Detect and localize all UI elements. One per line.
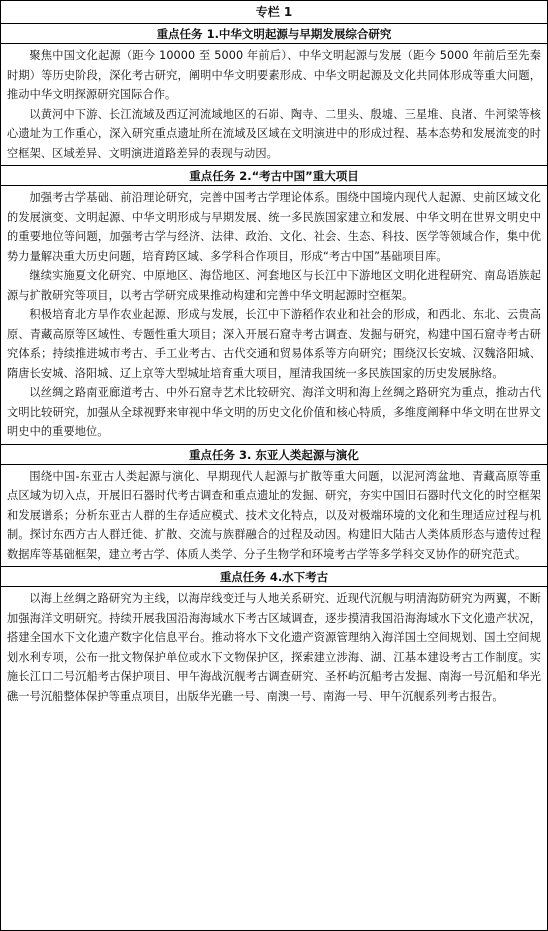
section-4-body — [1, 586, 547, 708]
section-3-heading: 重点任务 3. 东亚人类起源与演化 — [1, 444, 547, 464]
paragraph: 加强考古学基础、前沿理论研究，完善中国考古学理论体系。围绕中国境内现代人起源、史前区域文化的发展演变、文明起源、中华文明形成与早期发展、统一多民族国家建立和发展、中华文明在世界文明史中的重要地位等问题，加强考古学与经济、法律、政治、文化、社会、生态、科技、医学等领域合作，集中优势力量解决重大历史问题，培育跨区域、多学科合作项目，形成“考古中国”基础项目库。 — [7, 191, 541, 263]
section-2-body — [1, 185, 547, 444]
paragraph: 聚焦中国文化起源（距今 10000 至 5000 年前后）、中华文明起源与发展（距今 5000 年前后至先秦时期）等历史阶段，深化考古研究，阐明中华文明要素形成、中华文明起源及文化共同体形成等重大问题，推动中华文明探源研究国际合作。 — [7, 49, 541, 101]
paragraph: 积极培育北方旱作农业起源、形成与发展，长江中下游稻作农业和社会的形成，和西北、东北、云贵高原、青藏高原等区域性、专题性重大项目；深入开展石窟寺考古调查、发掘与研究，构建中国石窟寺考古研究体系；持续推进城市考古、手工业考古、古代交通和贸易体系等方向研究；围绕汉长安城、汉魏洛阳城、隋唐长安城、洛阳城、辽上京等大型城址培育重大项目，厘清我国统一多民族国家的历史发展脉络。 — [7, 308, 541, 380]
section-2-heading: 重点任务 2.“考古中国”重大项目 — [1, 165, 547, 185]
paragraph: 以丝绸之路南亚廊道考古、中外石窟寺艺术比较研究、海洋文明和海上丝绸之路研究为重点，推动古代文明比较研究，加强从全球视野来审视中华文明的历史文化价值和核心特质，多维度阐释中华文明在世界文明史中的重要地位。 — [7, 386, 541, 438]
paragraph: 以黄河中下游、长江流域及西辽河流域地区的石峁、陶寺、二里头、殷墟、三星堆、良渚、牛河梁等核心遗址为工作重心，深入研究重点遗址所在流域及区域在文明演进中的形成过程、基本态势和发展流变的时空框架、区域差异、文明演进道路差异的表现与动因。 — [7, 107, 541, 160]
column-caption: 专栏 1 — [255, 5, 293, 19]
section-3-body — [1, 464, 547, 567]
section-1-heading: 重点任务 1.中华文明起源与早期发展综合研究 — [1, 23, 547, 43]
paragraph: 继续实施夏文化研究、中原地区、海岱地区、河套地区与长江中下游地区文明化进程研究、南岛语族起源与扩散研究等项目，以考古学研究成果推动构建和完善中华文明起源时空框架。 — [7, 269, 541, 302]
paragraph: 以海上丝绸之路研究为主线，以海岸线变迁与人地关系研究、近现代沉舰与明清海防研究为两翼，不断加强海洋文明研究。持续开展我国沿海海域水下考古区域调查，逐步摸清我国沿海海域水下文化遗产状况，搭建全国水下文化遗产数字化信息平台。推动将水下文化遗产资源管理纳入海洋国土空间规划、国土空间规划水利专项，公布一批文物保护单位或水下文物保护区，探索建立涉海、湖、江基本建设考古工作制度。实施长江口二号沉船考古保护项目、甲午海战沉舰考古调查研究、圣杯屿沉船考古发掘、南海一号沉船和华光礁一号沉船整体保护等重点项目，出版华光礁一号、南澳一号、南海一号、甲午沉舰系列考古报告。 — [7, 592, 541, 703]
section-1-body — [1, 43, 547, 165]
paragraph: 围绕中国-东亚古人类起源与演化、早期现代人起源与扩散等重大问题，以泥河湾盆地、青藏高原等重点区域为切入点，开展旧石器时代考古调查和重点遗址的发掘、研究，夯实中国旧石器时代文化的时空框架和发展谱系；分析东亚古人群的生存适应模式、技术文化特点，以及对极端环境的文化和生理适应过程与机制。探讨东西方古人群迁徙、扩散、交流与族群融合的过程及动因。构建旧大陆古人类体质形态与遗传过程数据库等基础框架，建立考古学、体质人类学、分子生物学和环境考古学等多学科交叉协作的研究范式。 — [7, 469, 541, 561]
section-4-heading: 重点任务 4.水下考古 — [1, 566, 547, 586]
